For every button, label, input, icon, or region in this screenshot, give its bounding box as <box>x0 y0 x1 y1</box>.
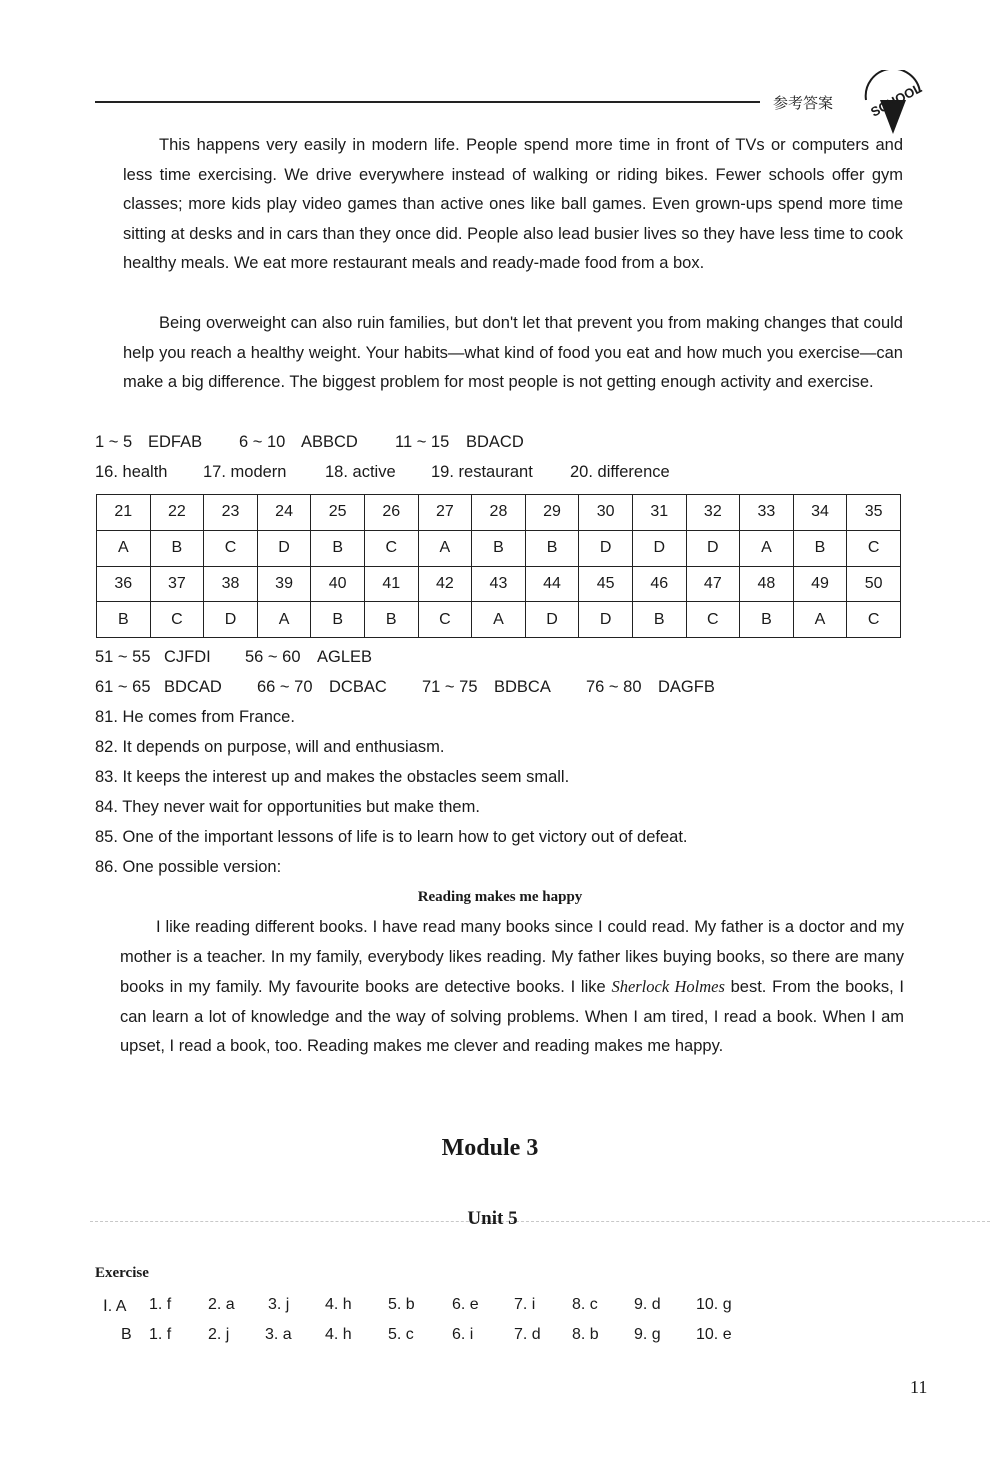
grid-cell: A <box>793 602 847 638</box>
grid-cell: 49 <box>793 566 847 602</box>
grid-row-numbers-36-50 <box>97 566 901 602</box>
grid-cell: B <box>311 530 365 566</box>
grid-cell: A <box>257 602 311 638</box>
short-answer-81: 81. He comes from France. <box>95 708 295 726</box>
grid-cell: 50 <box>847 566 901 602</box>
exercise-row-b: B 1. f 2. j 3. a 4. h 5. c 6. i 7. d 8. b 9. g 10. e <box>121 1326 732 1343</box>
grid-cell: 30 <box>579 495 633 531</box>
header-rule <box>95 101 760 103</box>
short-answer-83: 83. It keeps the interest up and makes the obstacles seem small. <box>95 768 570 786</box>
grid-cell: 23 <box>204 495 258 531</box>
grid-cell: 28 <box>472 495 526 531</box>
header-label: 参考答案 <box>773 94 834 112</box>
grid-row-answers-21-35 <box>97 530 901 566</box>
grid-cell: B <box>311 602 365 638</box>
short-answer-82: 82. It depends on purpose, will and enthusiasm. <box>95 738 445 756</box>
grid-cell: A <box>472 602 526 638</box>
grid-cell: D <box>204 602 258 638</box>
short-answer-85: 85. One of the important lessons of life is to learn how to get victory out of defeat. <box>95 828 688 846</box>
answer-grid <box>96 494 901 638</box>
essay-body: I like reading different books. I have read many books since I could read. My father is a doctor and my mother is a teacher. In my family, everybody likes reading. My father likes buying books, so there are many books in my family. My favourite books are detective books. I like Sherlock Holmes best. From the books, I can learn a lot of knowledge and the way of solving problems. When I am tired, I read a book. When I am upset, I read a book, too. Reading makes me clever and reading makes me happy. <box>120 918 905 1056</box>
grid-cell: 37 <box>150 566 204 602</box>
grid-cell: 40 <box>311 566 365 602</box>
page-number: 11 <box>910 1377 928 1397</box>
unit-title: Unit 5 <box>467 1208 518 1229</box>
grid-cell: 48 <box>740 566 794 602</box>
grid-cell: 33 <box>740 495 794 531</box>
grid-cell: D <box>525 602 579 638</box>
grid-cell: 44 <box>525 566 579 602</box>
grid-cell: 27 <box>418 495 472 531</box>
school-badge-icon <box>858 70 928 140</box>
logo-text: SCHOOL <box>868 80 925 120</box>
grid-cell: C <box>150 602 204 638</box>
grid-cell: 32 <box>686 495 740 531</box>
grid-cell: 46 <box>632 566 686 602</box>
grid-cell: 36 <box>97 566 151 602</box>
grid-row-numbers-21-35 <box>97 495 901 531</box>
module-title: Module 3 <box>441 1135 539 1161</box>
grid-cell: A <box>740 530 794 566</box>
grid-cell: B <box>793 530 847 566</box>
grid-cell: A <box>418 530 472 566</box>
grid-cell: 42 <box>418 566 472 602</box>
grid-cell: C <box>204 530 258 566</box>
grid-cell: C <box>686 602 740 638</box>
grid-cell: B <box>632 602 686 638</box>
grid-cell: 26 <box>364 495 418 531</box>
grid-cell: 24 <box>257 495 311 531</box>
grid-cell: 31 <box>632 495 686 531</box>
grid-cell: C <box>364 530 418 566</box>
grid-cell: D <box>257 530 311 566</box>
essay-title: Reading makes me happy <box>417 889 583 905</box>
exercise-row-a: Ⅰ. A 1. f 2. a 3. j 4. h 5. b 6. e 7. i 8. c 9. d 10. g <box>103 1296 732 1315</box>
grid-cell: C <box>418 602 472 638</box>
grid-cell: B <box>97 602 151 638</box>
grid-cell: 34 <box>793 495 847 531</box>
grid-cell: 47 <box>686 566 740 602</box>
grid-cell: 43 <box>472 566 526 602</box>
grid-cell: B <box>364 602 418 638</box>
grid-cell: 45 <box>579 566 633 602</box>
grid-cell: A <box>97 530 151 566</box>
grid-cell: D <box>632 530 686 566</box>
grid-cell: C <box>847 530 901 566</box>
grid-cell: D <box>686 530 740 566</box>
short-answer-86: 86. One possible version: <box>95 858 282 876</box>
grid-row-answers-36-50 <box>97 602 901 638</box>
grid-cell: 39 <box>257 566 311 602</box>
grid-cell: 41 <box>364 566 418 602</box>
grid-cell: C <box>847 602 901 638</box>
grid-cell: 21 <box>97 495 151 531</box>
grid-cell: 22 <box>150 495 204 531</box>
grid-cell: B <box>150 530 204 566</box>
passage-paragraph-2: Being overweight can also ruin families, but don't let that prevent you from making changes that could help you reach a healthy weight. Your habits—what kind of food you eat and how much you exercise—can make a big difference. The biggest problem for most people is not getting enough activity and exercise. <box>123 314 903 392</box>
book-title: Sherlock Holmes <box>611 977 725 997</box>
passage-paragraph-1: This happens very easily in modern life. People spend more time in front of TVs or computers and less time exercising. We drive everywhere instead of walking or riding bikes. Fewer schools offer gym classes; more kids play video games than active ones like ball games. Even grown-ups spend more time sitting at desks and in cars than they once did. People also lead busier lives so they have less time to cook healthy meals. We eat more restaurant meals and ready-made food from a box. <box>123 136 903 273</box>
grid-cell: B <box>525 530 579 566</box>
grid-cell: B <box>740 602 794 638</box>
grid-cell: 38 <box>204 566 258 602</box>
grid-cell: D <box>579 530 633 566</box>
grid-cell: D <box>579 602 633 638</box>
exercise-label: Exercise <box>95 1265 149 1281</box>
grid-cell: 25 <box>311 495 365 531</box>
grid-cell: 35 <box>847 495 901 531</box>
grid-cell: B <box>472 530 526 566</box>
short-answer-84: 84. They never wait for opportunities but make them. <box>95 798 480 816</box>
grid-cell: 29 <box>525 495 579 531</box>
